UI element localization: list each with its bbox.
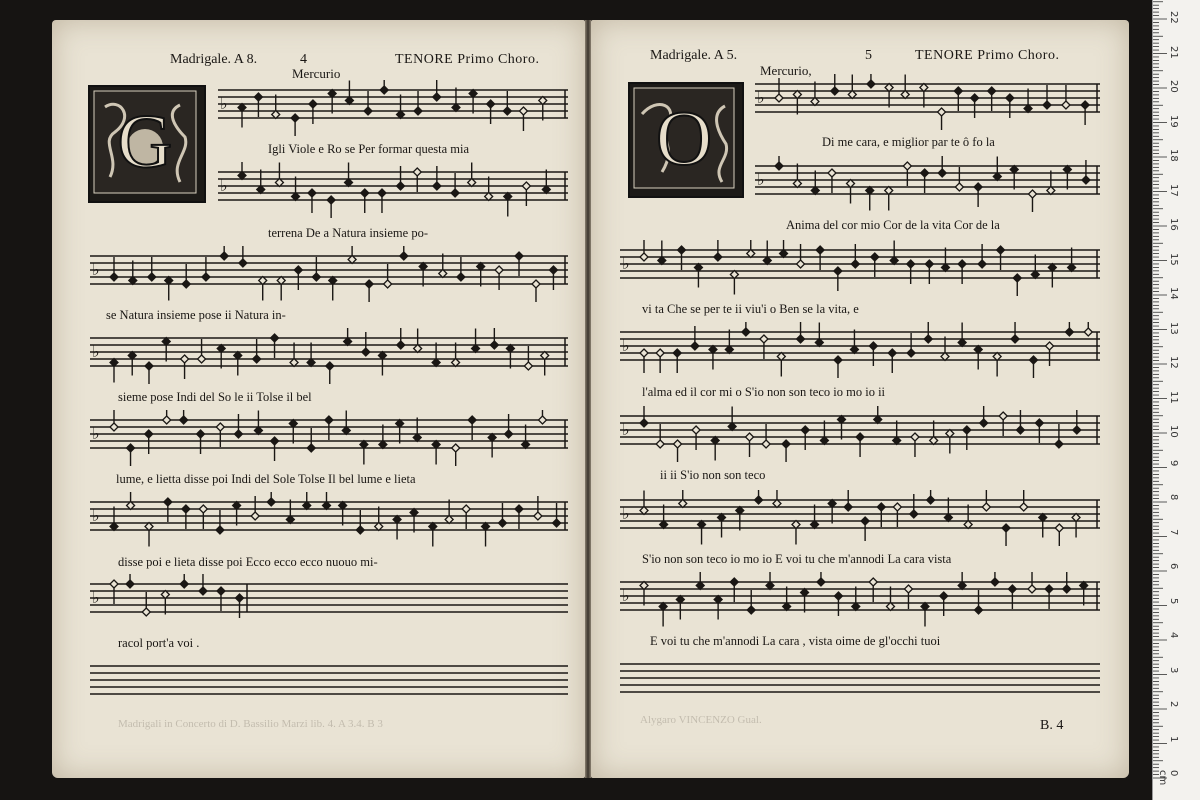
lyric-line: disse poi e lieta disse poi Ecco ecco ecco nuouo mi- — [118, 555, 378, 569]
right-voice-part: TENORE Primo Choro. — [915, 48, 1060, 63]
ruler-label: 21 — [1168, 45, 1179, 59]
music-staff — [90, 246, 568, 302]
svg-text:♭: ♭ — [92, 342, 100, 361]
lyric-line: Anima del cor mio Cor de la vita Cor de la — [786, 218, 1000, 232]
music-staff — [755, 74, 1100, 130]
svg-text:♭: ♭ — [622, 586, 630, 605]
music-staff — [90, 492, 568, 548]
music-staff — [90, 656, 568, 712]
ruler-label: 1 — [1168, 735, 1179, 742]
ruler-label: 20 — [1168, 80, 1179, 93]
svg-text:G: G — [117, 100, 173, 184]
svg-text:♭: ♭ — [622, 336, 630, 355]
lyric-line: E voi tu che m'annodi La cara , vista oime de gl'occhi tuoi — [650, 634, 941, 648]
music-staff — [250, 574, 568, 630]
svg-text:♭: ♭ — [220, 94, 228, 113]
lyric-line: vi ta Che se per te ii viu'i o Ben se la vita, e — [642, 302, 859, 316]
left-voice-name: Mercurio — [292, 66, 341, 81]
ruler-label: 4 — [1168, 632, 1179, 639]
lyric-line: Di me cara, e miglior par te ô fo la — [822, 135, 995, 149]
music-staff — [620, 406, 1100, 462]
music-staff — [90, 410, 568, 466]
svg-text:♭: ♭ — [622, 420, 630, 439]
decorated-initial — [628, 82, 744, 198]
ruler-label: 8 — [1168, 494, 1179, 501]
lyric-line: terrena De a Natura insieme po- — [268, 226, 428, 240]
ruler-label: 19 — [1168, 114, 1179, 128]
ruler-label: 18 — [1168, 149, 1179, 162]
music-staff — [620, 240, 1100, 296]
decorated-initial — [88, 85, 206, 203]
ruler-label: 0 cm — [1157, 770, 1179, 786]
measurement-ruler — [1152, 0, 1200, 800]
ruler-label: 11 — [1168, 390, 1179, 404]
ruler-label: 13 — [1168, 321, 1179, 335]
music-staff — [218, 80, 568, 136]
svg-text:♭: ♭ — [92, 506, 100, 525]
music-staff — [620, 572, 1100, 628]
bleed-through-text: Alygaro VINCENZO Gual. — [640, 714, 762, 726]
lyric-line: ii ii S'io non son teco — [660, 468, 766, 482]
ruler-label: 22 — [1168, 11, 1179, 24]
svg-text:O: O — [655, 94, 713, 181]
lyric-line: lume, e lietta disse poi Indi del Sole Tolse Il bel lume e lieta — [116, 472, 416, 486]
left-voice-part: TENORE Primo Choro. — [395, 52, 540, 67]
ruler-label: 12 — [1168, 356, 1179, 369]
signature-mark: B. 4 — [1040, 718, 1064, 733]
lyric-line: S'io non son teco io mo io E voi tu che m'annodi La cara vista — [642, 552, 952, 566]
ruler-label: 7 — [1168, 528, 1179, 535]
svg-text:♭: ♭ — [622, 504, 630, 523]
right-voice-name: Mercurio, — [760, 63, 812, 78]
bleed-through-text: Madrigali in Concerto di D. Bassilio Marzi lib. 4. A 3.4. B 3 — [118, 718, 383, 730]
ruler-label: 2 — [1168, 701, 1179, 708]
svg-text:♭: ♭ — [92, 260, 100, 279]
music-staff — [620, 654, 1100, 710]
right-header-title: Madrigale. A 5. — [650, 48, 738, 63]
right-folio-number: 5 — [865, 48, 872, 63]
svg-text:♭: ♭ — [92, 588, 100, 607]
lyric-line: racol port'a voi . — [118, 636, 200, 650]
music-staff — [620, 490, 1100, 546]
svg-text:♭: ♭ — [757, 88, 765, 107]
ruler-label: 5 — [1168, 597, 1179, 604]
music-staff — [90, 328, 568, 384]
left-folio-number: 4 — [300, 52, 307, 67]
svg-text:♭: ♭ — [220, 176, 228, 195]
ruler-label: 6 — [1168, 563, 1179, 570]
svg-text:♭: ♭ — [622, 254, 630, 273]
ruler-label: 3 — [1168, 666, 1179, 673]
music-staff — [218, 162, 568, 218]
ruler-label: 16 — [1168, 218, 1179, 231]
ruler-label: 15 — [1168, 252, 1179, 266]
lyric-line: se Natura insieme pose ii Natura in- — [106, 308, 286, 322]
svg-text:♭: ♭ — [757, 170, 765, 189]
left-header-title: Madrigale. A 8. — [170, 52, 258, 67]
lyric-line: sieme pose Indi del So le ii Tolse il bel — [118, 390, 312, 404]
music-staff — [620, 322, 1100, 378]
lyric-line: Igli Viole e Ro se Per formar questa mia — [268, 142, 470, 156]
music-staff — [755, 156, 1100, 212]
ruler-label: 17 — [1168, 183, 1179, 197]
svg-text:♭: ♭ — [92, 424, 100, 443]
ruler-label: 10 — [1168, 425, 1179, 438]
ruler-label: 9 — [1168, 459, 1179, 466]
lyric-line: l'alma ed il cor mi o S'io non son teco io mo io ii — [642, 385, 886, 399]
ruler-label: 14 — [1168, 287, 1179, 300]
music-staff — [90, 574, 250, 630]
